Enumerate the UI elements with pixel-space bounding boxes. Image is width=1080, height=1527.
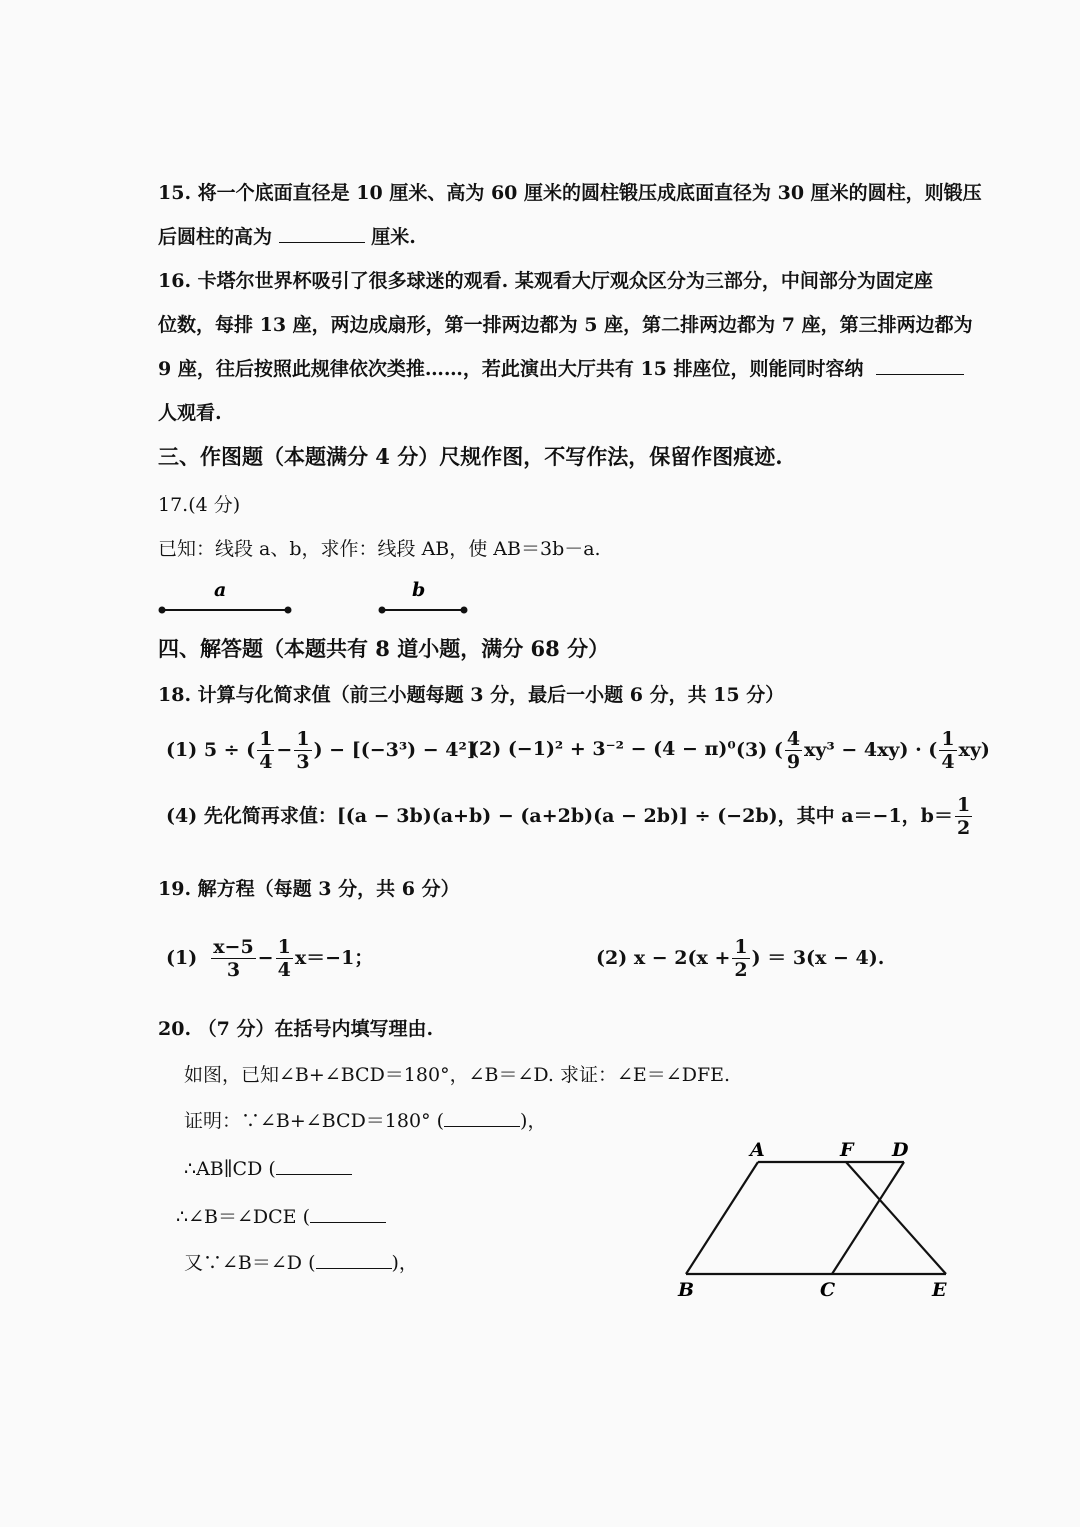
q18-heading: 18. 计算与化简求值（前三小题每题 3 分，最后一小题 6 分，共 15 分）	[158, 684, 785, 706]
point-C-label: C	[820, 1279, 836, 1301]
segment-a-endpoint-left	[159, 607, 166, 614]
line-FE	[846, 1162, 946, 1274]
q20-proof1-text: 证明：∵∠B+∠BCD＝180° (	[184, 1110, 445, 1132]
q20-reason2-blank[interactable]	[276, 1158, 352, 1175]
q18-p1-minus: −	[276, 739, 293, 761]
q18-p4-text: (4) 先化简再求值：[(a − 3b)(a+b) − (a+2b)(a − 2b)] ÷ (−2b)，其中 a＝−1，b＝	[166, 805, 953, 827]
q18-p1-frac2: $\frac{1}{3}$	[296, 727, 310, 773]
q18-p1-post: ) − [(−3³) − 4²]	[313, 739, 476, 761]
q18-part4	[166, 788, 974, 844]
point-A-label: A	[750, 1139, 765, 1161]
q16-line4: 人观看.	[158, 402, 222, 424]
q16-answer-blank[interactable]	[876, 358, 964, 375]
q15-line2-after: 厘米.	[371, 226, 416, 248]
segment-b-label: b	[412, 579, 426, 601]
q17-segments	[150, 570, 490, 630]
q18-p3-post: xy)	[958, 739, 990, 761]
q15-answer-blank[interactable]	[279, 226, 365, 243]
q20-proof4-text: 又∵∠B＝∠D (	[184, 1252, 316, 1274]
q17-number: 17.(4 分)	[158, 494, 241, 516]
q20-proof1-end: )，	[520, 1110, 547, 1132]
q20-given: 如图，已知∠B+∠BCD＝180°，∠B＝∠D. 求证：∠E＝∠DFE.	[184, 1064, 731, 1086]
point-B-label: B	[678, 1279, 695, 1301]
q18-part1	[166, 722, 476, 778]
q20-proof-line2	[184, 1156, 352, 1182]
q20-reason3-blank[interactable]	[310, 1206, 386, 1223]
q16-line1: 16. 卡塔尔世界杯吸引了很多球迷的观看. 某观看大厅观众区分为三部分，中间部分为固定座	[158, 270, 933, 292]
q18-p3-mid: xy³ − 4xy) · (	[804, 739, 938, 761]
q19-eq2	[596, 928, 884, 988]
q20-proof-line4	[184, 1250, 418, 1276]
q19-e1-frac1: $\frac{x-5}{3}$	[213, 935, 254, 981]
q19-e1-post: x＝−1；	[294, 947, 374, 969]
q16-line3	[158, 356, 964, 382]
q19-e1-frac2: $\frac{1}{4}$	[277, 935, 291, 981]
point-D-label: D	[892, 1139, 909, 1161]
q15-line1: 15. 将一个底面直径是 10 厘米、高为 60 厘米的圆柱锻压成底面直径为 30 厘米的圆柱，则锻压	[158, 182, 982, 204]
section3-heading: 三、作图题（本题满分 4 分）尺规作图，不写作法，保留作图痕迹.	[158, 444, 783, 469]
line-CD	[832, 1162, 904, 1274]
q18-p3-pre: (3) (	[736, 739, 783, 761]
q15-line2	[158, 224, 416, 250]
segment-a-endpoint-right	[285, 607, 292, 614]
q20-reason1-blank[interactable]	[444, 1110, 520, 1127]
q19-heading: 19. 解方程（每题 3 分，共 6 分）	[158, 878, 460, 900]
q18-p3-frac2: $\frac{1}{4}$	[941, 727, 955, 773]
point-E-label: E	[932, 1279, 947, 1301]
q18-part3	[736, 722, 990, 778]
q20-proof2-text: ∴AB∥CD (	[184, 1158, 276, 1180]
line-AB	[686, 1162, 758, 1274]
segment-b-endpoint-right	[461, 607, 468, 614]
q16-line2: 位数，每排 13 座，两边成扇形，第一排两边都为 5 座，第二排两边都为 7 座，第三排两边都为	[158, 314, 973, 336]
q20-heading: 20. （7 分）在括号内填写理由.	[158, 1018, 434, 1040]
q20-proof4-end: )，	[391, 1252, 418, 1274]
q19-e1-minus: −	[257, 947, 274, 969]
q19-e2-pre: (2) x − 2(x +	[596, 947, 731, 969]
q19-e1-pre: (1)	[166, 947, 198, 969]
segment-b-endpoint-left	[379, 607, 386, 614]
q16-line3-text: 9 座，往后按照此规律依次类推……，若此演出大厅共有 15 排座位，则能同时容纳	[158, 358, 864, 380]
q20-figure	[670, 1134, 970, 1304]
q18-p3-frac1: $\frac{4}{9}$	[786, 727, 801, 773]
q18-part2: (2) (−1)² + 3⁻² − (4 − π)⁰	[470, 738, 736, 760]
q18-p1-pre: (1) 5 ÷ (	[166, 739, 256, 761]
q20-proof-line3	[176, 1204, 386, 1230]
q19-e2-frac: $\frac{1}{2}$	[734, 935, 748, 981]
q19-eq1	[166, 928, 373, 988]
q20-proof3-text: ∴∠B＝∠DCE (	[176, 1206, 310, 1228]
q15-line2-before: 后圆柱的高为	[158, 226, 273, 248]
q17-statement: 已知：线段 a、b，求作：线段 AB，使 AB＝3b－a.	[158, 538, 601, 560]
q20-reason4-blank[interactable]	[316, 1252, 392, 1269]
point-F-label: F	[840, 1139, 854, 1161]
q20-proof-line1	[184, 1108, 546, 1134]
q19-e2-post: ) ＝ 3(x − 4).	[751, 947, 885, 969]
segment-a-label: a	[214, 579, 227, 601]
q18-p4-frac: $\frac{1}{2}$	[956, 793, 971, 839]
section4-heading: 四、解答题（本题共有 8 道小题，满分 68 分）	[158, 636, 610, 661]
q18-p1-frac1: $\frac{1}{4}$	[259, 727, 273, 773]
